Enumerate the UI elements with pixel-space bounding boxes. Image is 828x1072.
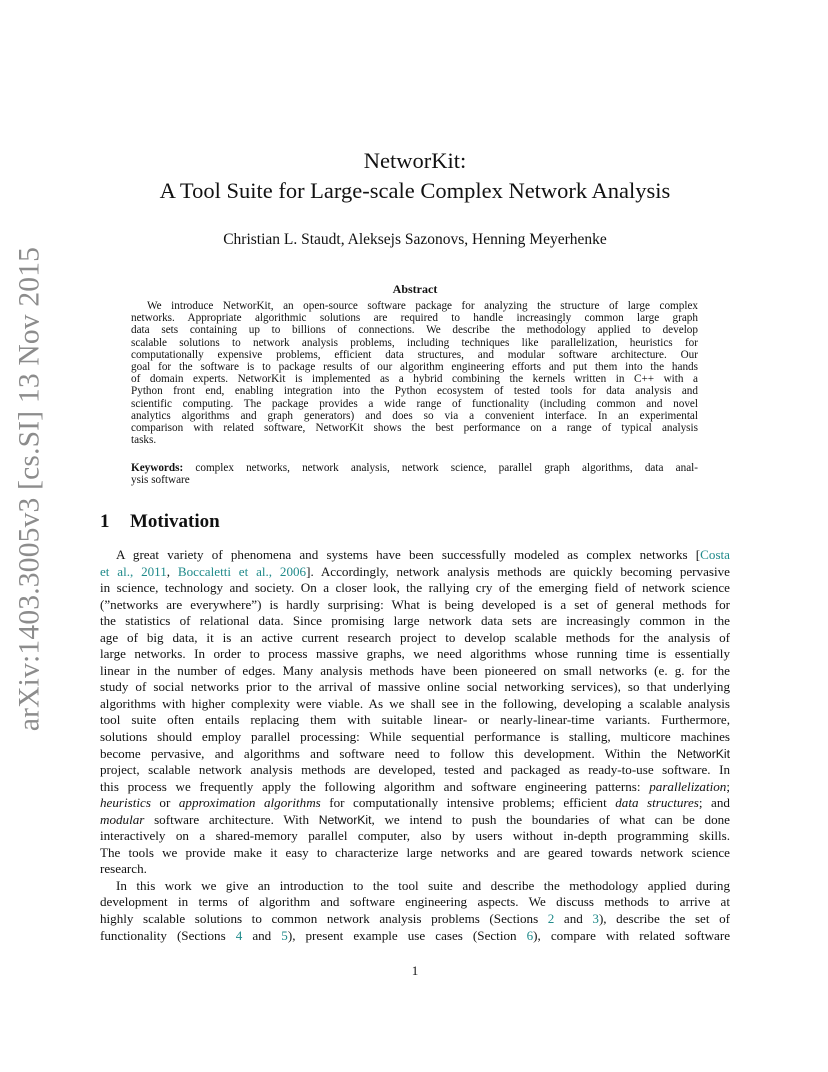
- section-number: 1: [100, 511, 110, 532]
- body-line: development in terms of algorithm and software engineering aspects. We discuss methods to arrive at: [100, 894, 730, 910]
- body-line: research.: [100, 861, 147, 877]
- body-line: in science, technology and society. On a closer look, the rallying cry of the emerging field of network science: [100, 580, 730, 596]
- author-list: Christian L. Staudt, Aleksejs Sazonovs, Henning Meyerhenke: [223, 231, 607, 248]
- body-line: linear in the number of edges. Many analysis methods have been pioneered on small networks (e. g. for the: [100, 662, 730, 678]
- body-line: The tools we provide make it easy to characterize large networks and are geared towards network science: [100, 844, 730, 860]
- abstract-line: Python front end, enabling integration into the Python ecosystem of tested tools for data analysis and: [131, 385, 698, 398]
- body-line: et al., 2011, Boccaletti et al., 2006]. Accordingly, network analysis methods are quickly becoming pervasive: [100, 563, 730, 579]
- abstract-body: [131, 300, 698, 446]
- section-heading: [100, 509, 220, 535]
- keywords-line: Keywords: complex networks, network analysis, network science, parallel graph algorithms, data anal-: [131, 462, 698, 474]
- keywords: [131, 462, 698, 486]
- section-ref-link[interactable]: 6: [526, 927, 534, 943]
- body-line: (”networks are everywhere”) is hardly surprising: What is being developed is a set of general methods for: [100, 596, 730, 612]
- networkit-name: NetworKit: [318, 812, 372, 827]
- citation-link[interactable]: Costa: [700, 547, 730, 562]
- body-line: solutions should employ parallel processing: While sequential performance is stalling, multicore machines: [100, 729, 730, 745]
- abstract-heading: Abstract: [392, 282, 438, 296]
- section-ref-link[interactable]: 5: [281, 927, 288, 943]
- body-text: [100, 547, 730, 944]
- keywords-line: ysis software: [131, 474, 190, 487]
- body-line: In this work we give an introduction to the tool suite and describe the methodology applied during: [116, 877, 730, 893]
- body-line: heuristics or approximation algorithms for computationally intensive problems; efficient data structures; and: [100, 795, 730, 811]
- body-line: modular software architecture. With NetworKit, we intend to push the boundaries of what can be done: [100, 811, 730, 827]
- arxiv-sidebar: [6, 246, 54, 731]
- body-line: age of big data, it is an active current research project to develop scalable methods for the analysis of: [100, 629, 730, 645]
- section-title: Motivation: [130, 511, 220, 532]
- body-line: A great variety of phenomena and systems have been successfully modeled as complex networks [Costa: [116, 547, 730, 562]
- citation-link[interactable]: Boccaletti et al., 2006: [177, 563, 307, 579]
- body-line: tool suite often entails replacing them with suitable linear- or nearly-linear-time variants. Furthermore,: [100, 712, 730, 728]
- body-line: project, scalable network analysis methods are developed, tested and packaged as ready-to-use software. In: [100, 762, 730, 778]
- body-line: highly scalable solutions to common network analysis problems (Sections 2 and 3), describe the set of: [100, 911, 730, 927]
- body-line: become pervasive, and algorithms and software need to follow this development. Within the NetworKit: [100, 745, 730, 761]
- body-line: interactively on a shared-memory parallel computer, also by users without in-depth programming skills.: [100, 828, 730, 844]
- abstract-line: of domain experts. NetworKit is implemented as a hybrid combining the kernels written in C++ with a: [131, 373, 698, 386]
- abstract-line: We introduce NetworKit, an open-source software package for analyzing the structure of large complex: [147, 300, 698, 312]
- arxiv-identifier: arXiv:1403.3005v3 [cs.SI] 13 Nov 2015: [13, 246, 46, 731]
- body-line: algorithms with higher complexity were viable. As we shall see in the following, developing a scalable analysis: [100, 695, 730, 711]
- body-line: the statistics of relational data. Since promising large network data sets are increasingly common in the: [100, 613, 730, 629]
- abstract-line: comparison with related software, NetworKit shows the best performance on a range of typical analysis: [131, 421, 698, 434]
- abstract-line: analytics algorithms and graph generators) and does so via a convenient interface. In an experimental: [131, 409, 698, 422]
- citation-link[interactable]: et al., 2011: [100, 563, 167, 579]
- networkit-name: NetworKit: [677, 746, 730, 761]
- abstract-line: networks. Appropriate algorithmic solutions are required to handle increasingly common large graph: [131, 312, 698, 325]
- abstract-line: goal for the software is to package results of our algorithm engineering efforts and put them into the hands: [131, 360, 698, 373]
- keywords-label: Keywords:: [131, 462, 184, 474]
- section-ref-link[interactable]: 2: [547, 911, 555, 927]
- abstract-line: data sets containing up to billions of connections. We describe the methodology applied to develop: [131, 324, 698, 337]
- abstract-line: scalable solutions to network analysis problems, including techniques like parallelization, heuristics for: [131, 336, 698, 349]
- section-ref-link[interactable]: 3: [592, 911, 599, 927]
- body-line: large networks. In order to process massive graphs, we need algorithms whose running time is essentially: [100, 646, 730, 662]
- paper-title-line-1: NetworKit:: [363, 148, 467, 173]
- paper-title-line-2: A Tool Suite for Large-scale Complex Network Analysis: [159, 178, 671, 203]
- page-number: 1: [411, 963, 419, 978]
- abstract-line: scientific computing. The package provides a wide range of functionality (including common and novel: [131, 397, 698, 410]
- body-line: functionality (Sections 4 and 5), present example use cases (Section 6), compare with related software: [100, 927, 731, 943]
- abstract-line: tasks.: [131, 434, 157, 447]
- body-line: study of social networks prior to the arrival of massive online social networking services), so that underlying: [100, 679, 730, 695]
- section-ref-link[interactable]: 4: [235, 927, 243, 943]
- abstract-line: computationally expensive problems, efficient data structures, and modular software architecture. Our: [131, 348, 698, 361]
- body-line: this process we frequently apply the following algorithm and software engineering patterns: parallelization;: [100, 778, 730, 794]
